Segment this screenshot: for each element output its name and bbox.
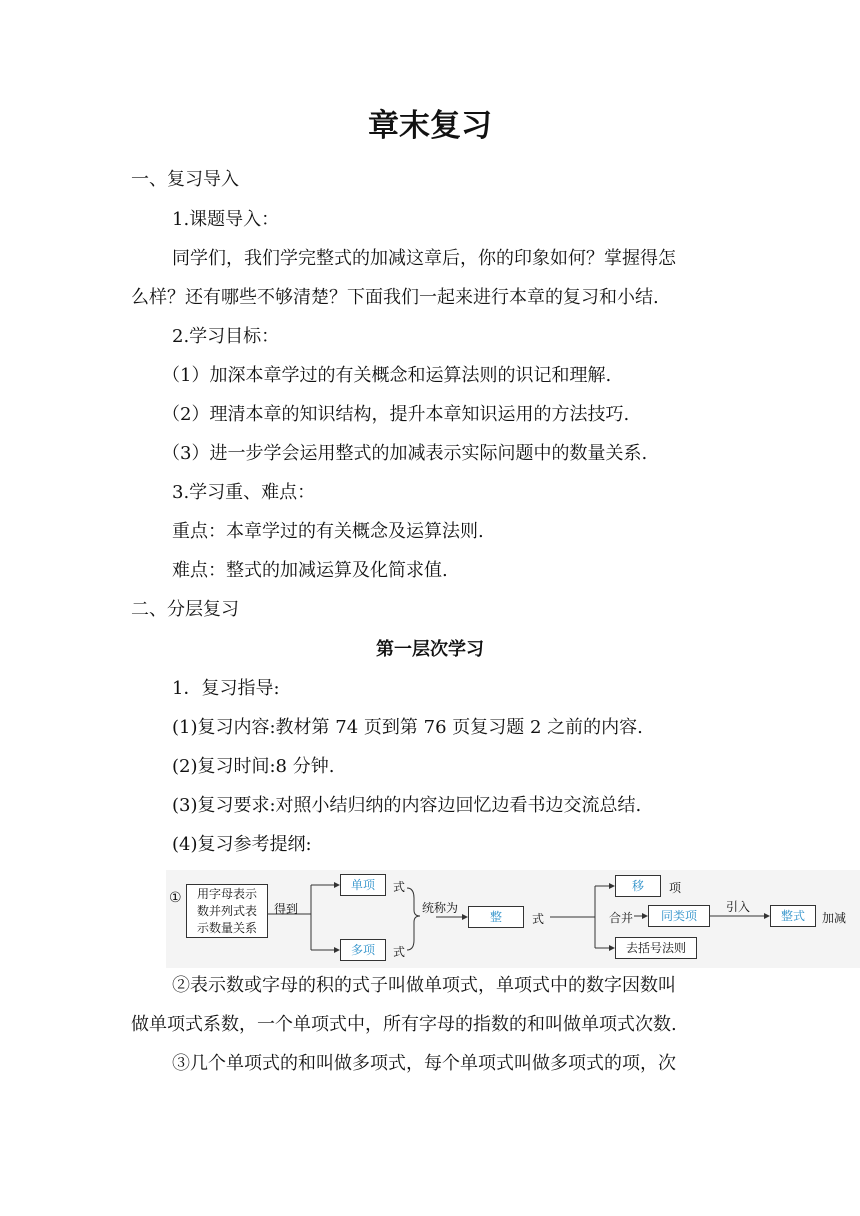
intro-paragraph-line1: 同学们，我们学完整式的加减这章后，你的印象如何？掌握得怎 [172,248,676,269]
source-line-1: 用字母表示 [196,887,257,901]
polynomial-expression-box: 整式 [770,905,816,927]
arrow-label-obtain: 得到 [274,902,299,916]
collective-label: 统称为 [422,901,459,915]
layer-subtitle: 第一层次学习 [376,639,484,660]
like-terms-box: 同类项 [648,905,710,927]
integral-box: 整 [468,906,524,928]
goal-2: （2）理清本章的知识结构，提升本章知识运用的方法技巧. [162,404,630,425]
source-line-2: 数并列式表 [196,904,257,918]
difficult-point: 难点：整式的加减运算及化简求值. [172,560,448,581]
intro-paragraph-line2: 么样？还有哪些不够清楚？下面我们一起来进行本章的复习和小结. [131,287,659,308]
point-3-line1: ③几个单项式的和叫做多项式，每个单项式叫做多项式的项，次 [172,1053,676,1074]
topic-intro-heading: 1.课题导入： [172,209,280,230]
monomial-box: 单项 [340,874,386,896]
key-point: 重点：本章学过的有关概念及运算法则. [172,521,484,542]
term-label: 项 [669,881,682,895]
combine-label: 合并 [609,911,634,925]
guide-item-content: (1)复习内容:教材第 74 页到第 76 页复习题 2 之前的内容. [172,717,643,738]
source-box [186,884,268,938]
polynomial-suffix: 式 [393,945,406,959]
goal-1: （1）加深本章学过的有关概念和运算法则的识记和理解. [162,365,612,386]
source-line-3: 示数量关系 [196,921,257,935]
introduce-label: 引入 [726,900,751,914]
monomial-suffix: 式 [393,880,406,894]
guide-item-time: (2)复习时间:8 分钟. [172,756,335,777]
goal-3: （3）进一步学会运用整式的加减表示实际问题中的数量关系. [162,443,648,464]
integral-suffix: 式 [532,912,545,926]
move-term-box: 移 [615,875,661,897]
diagram-number: ① [169,890,182,906]
point-2-line2: 做单项式系数，一个单项式中，所有字母的指数的和叫做单项式次数. [131,1014,677,1035]
section-heading-intro: 一、复习导入 [131,169,239,190]
section-heading-layers: 二、分层复习 [131,599,239,620]
remove-brackets-box: 去括号法则 [615,937,697,959]
page-title: 章末复习 [368,108,492,144]
concept-map-diagram [166,870,860,968]
polynomial-box: 多项 [340,939,386,961]
guide-heading: 1．复习指导: [172,678,280,699]
key-points-heading: 3.学习重、难点： [172,482,316,503]
guide-item-requirement: (3)复习要求:对照小结归纳的内容边回忆边看书边交流总结. [172,795,642,816]
point-2-line1: ②表示数或字母的积的式子叫做单项式，单项式中的数字因数叫 [172,975,676,996]
add-subtract-label: 加减 [822,911,847,925]
guide-item-outline: (4)复习参考提纲: [172,834,312,855]
goals-heading: 2.学习目标： [172,326,280,347]
